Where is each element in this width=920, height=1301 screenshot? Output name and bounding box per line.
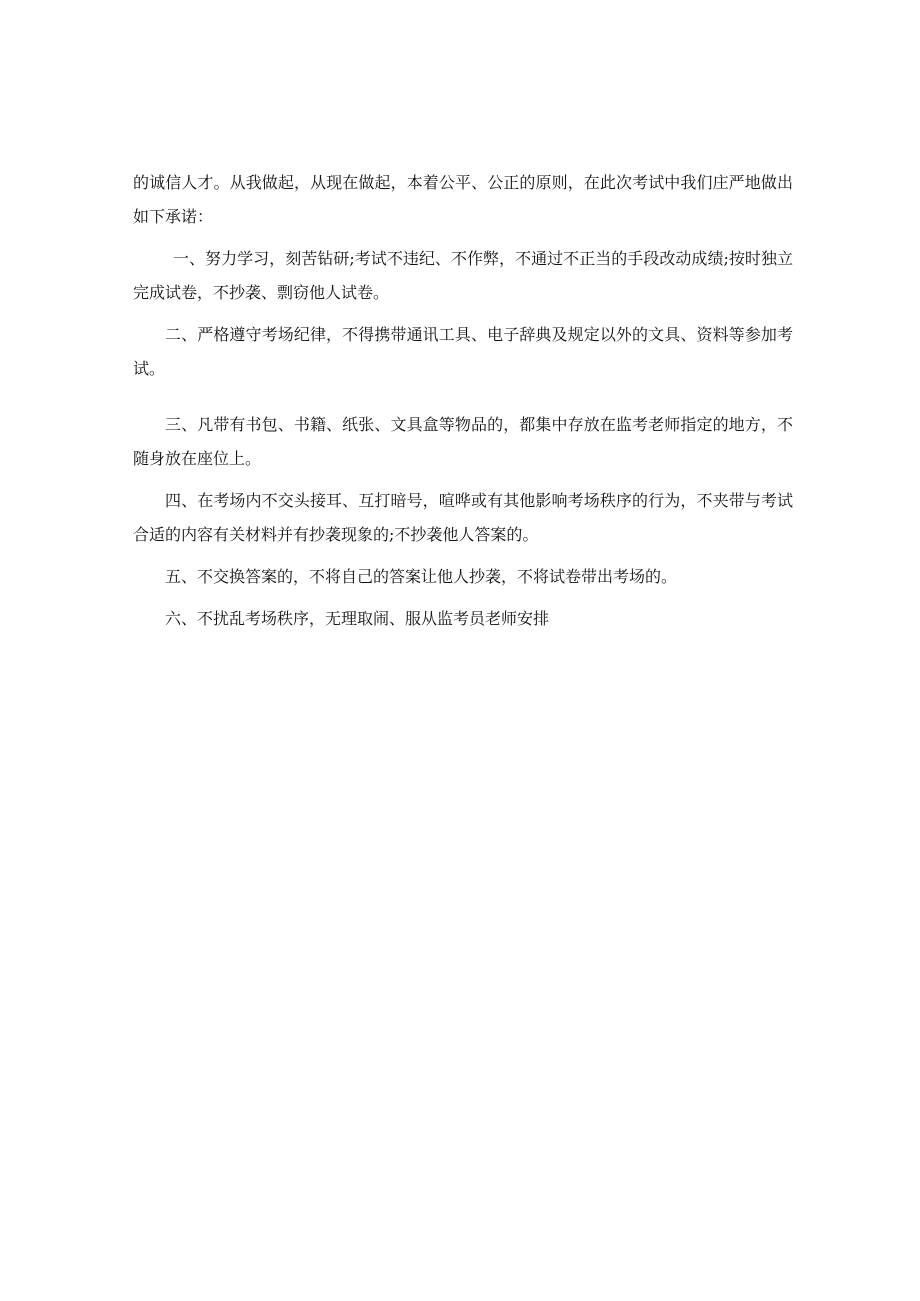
paragraph-pledge-2: 二、严格遵守考场纪律，不得携带通讯工具、电子辞典及规定以外的文具、资料等参加考试。: [133, 325, 793, 378]
paragraph-pledge-3: 三、凡带有书包、书籍、纸张、文具盒等物品的，都集中存放在监考老师指定的地方，不随身放在座位上。: [133, 415, 793, 468]
paragraph-pledge-1: 一、努力学习，刻苦钻研;考试不违纪、不作弊，不通过不正当的手段改动成绩;按时独立完成试卷，不抄袭、剽窃他人试卷。: [133, 249, 793, 302]
paragraph-intro: 的诚信人才。从我做起，从现在做起，本着公平、公正的原则，在此次考试中我们庄严地做出如下承诺：: [133, 173, 793, 226]
document-body: [133, 166, 793, 636]
paragraph-pledge-4: 四、在考场内不交头接耳、互打暗号，喧哗或有其他影响考场秩序的行为，不夹带与考试合适的内容有关材料并有抄袭现象的;不抄袭他人答案的。: [133, 491, 793, 544]
paragraph-pledge-5: 五、不交换答案的，不将自己的答案让他人抄袭，不将试卷带出考场的。: [165, 567, 678, 586]
paragraph-pledge-6: 六、不扰乱考场秩序，无理取闹、服从监考员老师安排: [165, 609, 550, 628]
